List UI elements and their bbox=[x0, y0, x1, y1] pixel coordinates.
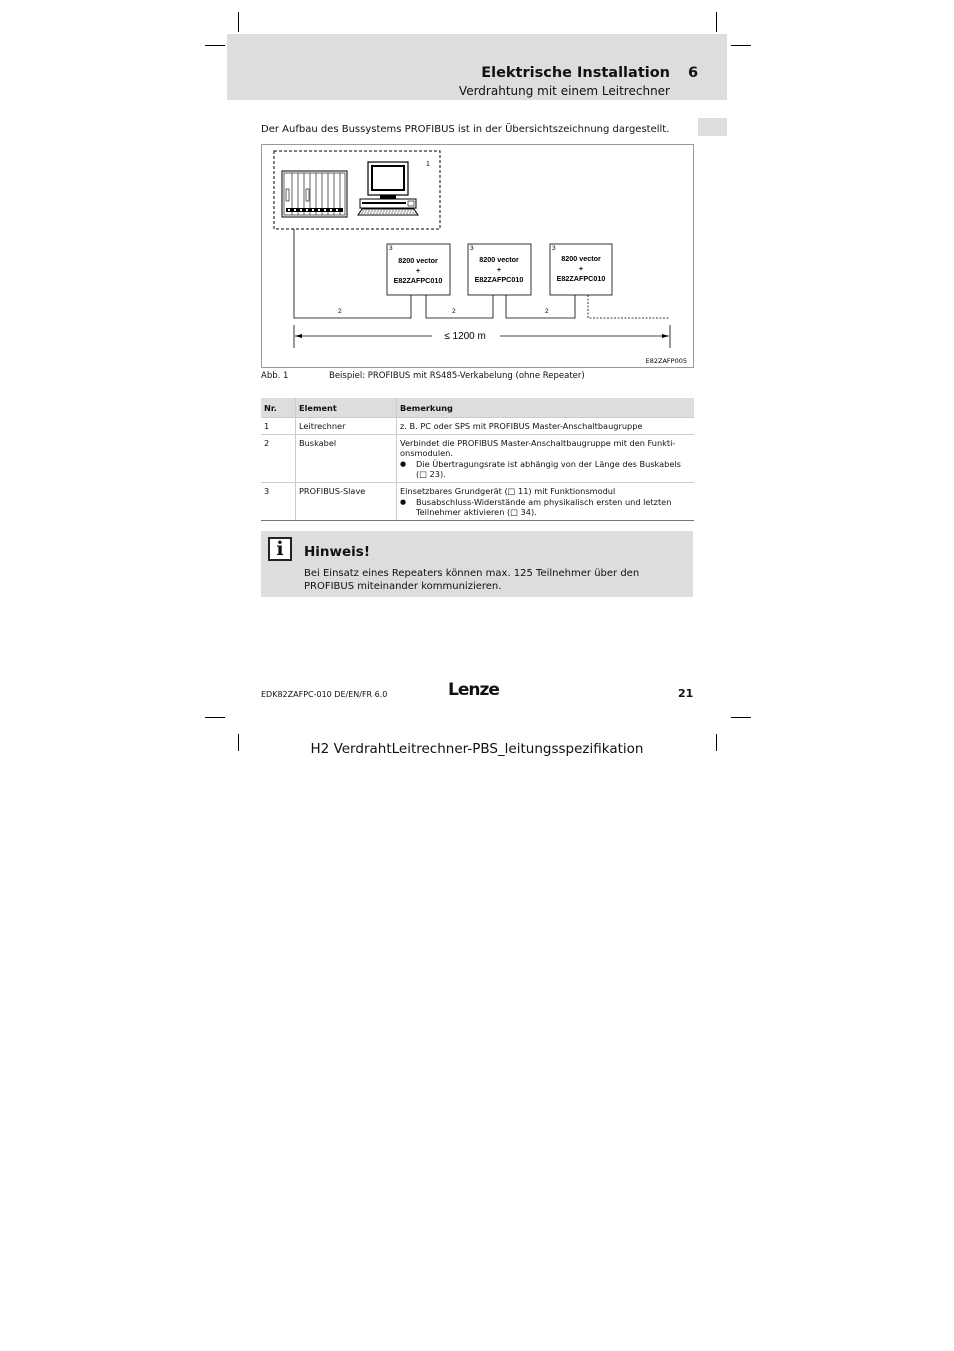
intro-text: Der Aufbau des Bussystems PROFIBUS ist in der Übersichtszeichnung dargestellt. bbox=[261, 124, 670, 135]
cable-label: 2 bbox=[452, 308, 456, 315]
bus-cable-extension bbox=[588, 295, 670, 318]
plc-rack-icon bbox=[282, 171, 347, 217]
svg-text:8200 vector: 8200 vector bbox=[398, 256, 438, 265]
table-header-row bbox=[261, 398, 694, 418]
note-box bbox=[261, 531, 693, 597]
crop-mark bbox=[205, 45, 225, 46]
cable-label: 2 bbox=[545, 308, 549, 315]
callout-3: 3 bbox=[470, 245, 474, 252]
slave-device bbox=[550, 244, 612, 295]
profibus-diagram bbox=[261, 144, 694, 368]
crop-mark bbox=[731, 717, 751, 718]
page-number: 21 bbox=[678, 687, 694, 700]
lenze-logo: Lenze bbox=[448, 680, 499, 700]
col-header-element: Element bbox=[296, 398, 397, 418]
distance-label: ≤ 1200 m bbox=[444, 331, 486, 342]
remark-bullet: ● Die Übertragungsrate ist abhängig von der Länge des Buskabels (□ 23). bbox=[400, 459, 691, 479]
callout-1: 1 bbox=[426, 161, 430, 168]
crop-mark bbox=[731, 45, 751, 46]
svg-text:E82ZAFPC010: E82ZAFPC010 bbox=[393, 276, 443, 285]
crop-mark bbox=[716, 12, 717, 32]
note-text: Bei Einsatz eines Repeaters können max. 125 Teilnehmer über den PROFIBUS miteinander kommunizieren. bbox=[304, 568, 640, 592]
cable-label: 2 bbox=[338, 308, 342, 315]
svg-text:+: + bbox=[415, 266, 421, 275]
pc-icon bbox=[358, 162, 418, 215]
svg-text:+: + bbox=[496, 265, 502, 274]
crop-mark bbox=[238, 12, 239, 32]
table-row: 2 Buskabel Verbindet die PROFIBUS Master-Anschaltbaugruppe mit den Funkti-onsmodulen. ● Die Übertragungsrate ist abhängig von der Länge des Buskabels (□ 23). bbox=[261, 435, 694, 483]
bus-cable-2 bbox=[426, 295, 493, 318]
callout-3: 3 bbox=[552, 245, 556, 252]
table-row: 3 PROFIBUS-Slave Einsetzbares Grundgerät (□ 11) mit Funktionsmodul ● Busabschluss-Widerstände am physikalisch ersten und letzten Teilnehmer aktivieren (□ 34). bbox=[261, 483, 694, 521]
svg-text:E82ZAFPC010: E82ZAFPC010 bbox=[474, 275, 524, 284]
slave-device bbox=[468, 244, 531, 295]
slave-device bbox=[387, 244, 450, 295]
col-header-nr: Nr. bbox=[261, 398, 296, 418]
caption-label: Abb. 1 bbox=[261, 371, 289, 381]
legend-table bbox=[261, 398, 694, 521]
svg-text:E82ZAFPC010: E82ZAFPC010 bbox=[556, 274, 606, 283]
callout-3: 3 bbox=[389, 245, 393, 252]
section-title: Elektrische Installation bbox=[481, 65, 670, 81]
chapter-number: 6 bbox=[688, 65, 699, 81]
svg-text:8200 vector: 8200 vector bbox=[561, 254, 601, 263]
note-title: Hinweis! bbox=[304, 544, 370, 560]
document-id: EDK82ZAFPC-010 DE/EN/FR 6.0 bbox=[261, 690, 388, 699]
remark-bullet: ● Busabschluss-Widerstände am physikalisch ersten und letzten Teilnehmer aktivieren (□ 34). bbox=[400, 497, 691, 517]
table-row: 1 Leitrechner z. B. PC oder SPS mit PROFIBUS Master-Anschaltbaugruppe bbox=[261, 418, 694, 435]
svg-text:8200 vector: 8200 vector bbox=[479, 255, 519, 264]
section-subtitle: Verdrahtung mit einem Leitrechner bbox=[458, 84, 670, 98]
bus-cable-3 bbox=[506, 295, 575, 318]
col-header-remark: Bemerkung bbox=[397, 398, 695, 418]
crop-mark bbox=[205, 717, 225, 718]
distance-dimension bbox=[294, 325, 670, 348]
svg-text:+: + bbox=[578, 264, 584, 273]
chapter-tab bbox=[698, 118, 727, 136]
remark-text: Einsetzbares Grundgerät (□ 11) mit Funktionsmodul bbox=[400, 486, 616, 496]
file-label: H2 VerdrahtLeitrechner-PBS_leitungsspezifikation bbox=[310, 741, 644, 757]
info-icon: i bbox=[268, 537, 292, 561]
remark-text: Verbindet die PROFIBUS Master-Anschaltbaugruppe mit den Funkti-onsmodulen. bbox=[400, 438, 676, 458]
caption-text: Beispiel: PROFIBUS mit RS485-Verkabelung (ohne Repeater) bbox=[329, 371, 585, 381]
figure-id: E82ZAFP005 bbox=[645, 357, 687, 365]
